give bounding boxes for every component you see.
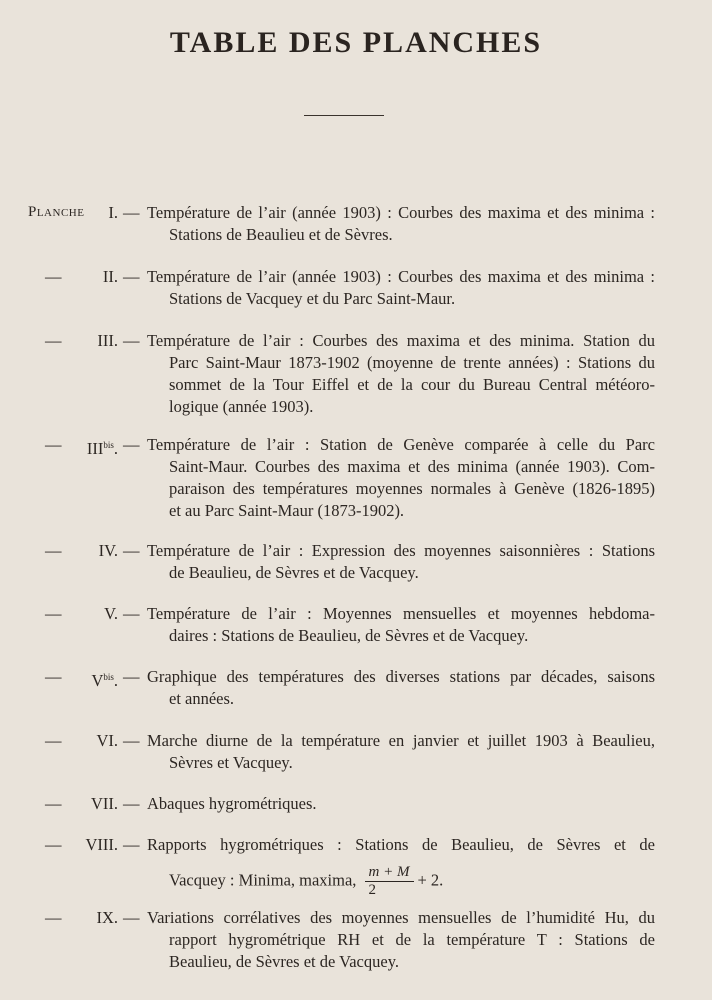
ditto-dash: — bbox=[45, 435, 62, 454]
fraction-numerator: m + M bbox=[365, 864, 414, 882]
description-line: Température de l’air : Station de Genève comparée à celle du Parc bbox=[147, 435, 655, 454]
plate-description bbox=[147, 603, 655, 647]
plate-number-text: VII. bbox=[90, 794, 118, 813]
plate-number-text: III. bbox=[97, 331, 118, 350]
plate-prefix bbox=[0, 540, 140, 562]
page-title: TABLE DES PLANCHES bbox=[169, 26, 543, 59]
plate-number-text: II. bbox=[102, 267, 118, 286]
description-line: daires : Stations de Beaulieu, de Sèvres et de Vacquey. bbox=[169, 626, 529, 645]
separator-dash: — bbox=[123, 667, 140, 686]
plate-number bbox=[99, 540, 118, 562]
description-line: et années. bbox=[169, 689, 235, 708]
planche-label: Planche bbox=[28, 204, 85, 220]
ditto-dash: — bbox=[45, 667, 62, 686]
plate-number-text: I. bbox=[108, 203, 118, 222]
separator-dash: — bbox=[123, 731, 140, 750]
separator-dash: — bbox=[123, 203, 140, 222]
plate-description bbox=[147, 730, 655, 774]
plate-number: $III^{bis}$. bbox=[86, 439, 118, 458]
separator-dash: — bbox=[123, 604, 140, 623]
ditto-dash: — bbox=[45, 604, 62, 623]
plate-description bbox=[147, 907, 655, 973]
plate-description bbox=[147, 834, 655, 899]
description-line: Température de l’air : Courbes des maxima et des minima. Station du bbox=[147, 331, 655, 350]
description-line: Stations de Vacquey et du Parc Saint-Maur. bbox=[169, 289, 456, 308]
plate-prefix bbox=[0, 666, 140, 688]
plate-number bbox=[96, 730, 118, 752]
description-line: de Beaulieu, de Sèvres et de Vacquey. bbox=[169, 563, 419, 582]
separator-dash: — bbox=[123, 435, 140, 454]
description-line: Température de l’air (année 1903) : Courbes des maxima et des minima : bbox=[147, 267, 655, 286]
description-line: Température de l’air (année 1903) : Courbes des maxima et des minima : bbox=[147, 203, 655, 222]
plate-number bbox=[85, 834, 118, 856]
ditto-dash: — bbox=[45, 835, 62, 854]
description-line: Parc Saint-Maur 1873-1902 (moyenne de trente années) : Stations du bbox=[169, 353, 655, 372]
fraction-denominator: 2 bbox=[368, 882, 377, 898]
plate-description bbox=[147, 330, 655, 418]
description-line: Beaulieu, de Sèvres et de Vacquey. bbox=[169, 952, 400, 971]
ditto-dash: — bbox=[45, 794, 62, 813]
plate-number-text: VI. bbox=[96, 731, 118, 750]
plate-prefix bbox=[0, 793, 140, 815]
formula-fraction bbox=[365, 864, 414, 899]
ditto-dash: — bbox=[45, 731, 62, 750]
description-line: Température de l’air : Moyennes mensuelles et moyennes hebdoma- bbox=[147, 604, 655, 623]
plate-prefix bbox=[0, 202, 140, 224]
plate-description bbox=[147, 266, 655, 310]
plate-description bbox=[147, 202, 655, 246]
description-line: sommet de la Tour Eiffel et de la cour du Bureau Central météoro- bbox=[169, 375, 655, 394]
description-line: et au Parc Saint-Maur (1873-1902). bbox=[169, 501, 405, 520]
description-line: Variations corrélatives des moyennes mensuelles de l’humidité Hu, du bbox=[147, 908, 655, 927]
plate-prefix bbox=[0, 834, 140, 856]
plate-number-text: VIII. bbox=[85, 835, 118, 854]
description-line: Graphique des températures des diverses stations par décades, saisons bbox=[147, 667, 655, 686]
description-line: Marche diurne de la température en janvier et juillet 1903 à Beaulieu, bbox=[147, 731, 655, 750]
plate-number-text: IV. bbox=[98, 541, 118, 560]
plate-description bbox=[147, 434, 655, 522]
plate-prefix bbox=[0, 330, 140, 352]
plate-prefix bbox=[0, 603, 140, 625]
separator-dash: — bbox=[123, 794, 140, 813]
plate-number bbox=[96, 907, 118, 929]
description-line: Stations de Beaulieu et de Sèvres. bbox=[169, 225, 393, 244]
plate-number-text: V. bbox=[104, 604, 118, 623]
plate-description bbox=[147, 540, 655, 584]
plate-number-text: V bbox=[91, 671, 104, 690]
description-line: Température de l’air : Expression des moyennes saisonnières : Stations bbox=[147, 541, 655, 560]
plate-number bbox=[97, 330, 118, 352]
plate-number-suffix: bis bbox=[103, 440, 114, 450]
description-line: logique (année 1903). bbox=[169, 397, 314, 416]
separator-dash: — bbox=[123, 541, 140, 560]
ditto-dash: — bbox=[45, 267, 62, 286]
plate-number bbox=[104, 603, 118, 625]
description-line: paraison des températures moyennes normales à Genève (1826-1895) bbox=[169, 479, 655, 498]
plate-number bbox=[91, 793, 118, 815]
plate-prefix bbox=[0, 907, 140, 929]
description-line: Saint-Maur. Courbes des maxima et des minima (année 1903). Com- bbox=[169, 457, 655, 476]
title-divider bbox=[304, 115, 384, 116]
plate-number-suffix: bis bbox=[103, 672, 114, 682]
separator-dash: — bbox=[123, 331, 140, 350]
plate-prefix bbox=[0, 266, 140, 288]
separator-dash: — bbox=[123, 908, 140, 927]
plate-number: $V^{bis}$. bbox=[91, 671, 118, 690]
plate-number bbox=[108, 202, 118, 224]
plate-prefix bbox=[0, 730, 140, 752]
plate-number bbox=[103, 266, 118, 288]
ditto-dash: — bbox=[45, 541, 62, 560]
description-line: Vacquey : Minima, maxima, $\frac{m + M}{2}$ + 2. bbox=[169, 864, 444, 898]
plate-number-text: III bbox=[86, 439, 104, 458]
ditto-dash: — bbox=[45, 908, 62, 927]
ditto-dash: — bbox=[45, 331, 62, 350]
description-line: Sèvres et Vacquey. bbox=[169, 753, 293, 772]
plate-description bbox=[147, 666, 655, 710]
separator-dash: — bbox=[123, 267, 140, 286]
plate-number-text: IX. bbox=[96, 908, 118, 927]
description-line: Abaques hygrométriques. bbox=[147, 794, 317, 813]
description-line: rapport hygrométrique RH et de la température T : Stations de bbox=[169, 930, 655, 949]
separator-dash: — bbox=[123, 835, 140, 854]
description-line: Rapports hygrométriques : Stations de Beaulieu, de Sèvres et de bbox=[147, 835, 655, 854]
plate-description bbox=[147, 793, 655, 815]
formula-suffix: + 2. bbox=[417, 870, 444, 890]
plate-prefix bbox=[0, 434, 140, 456]
